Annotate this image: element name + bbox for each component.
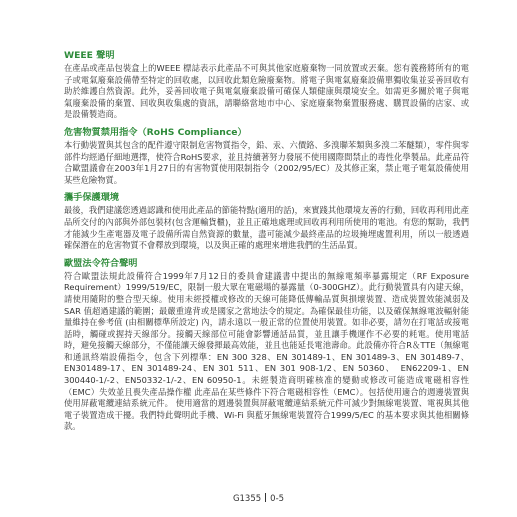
section-heading: 歐盟法令符合聲明: [64, 257, 138, 269]
page-number: 0-5: [270, 494, 285, 504]
section-body: 在產品或產品包裝盒上的WEEE 標誌表示此產品不可與其他家庭廢棄物一同放置或丟棄。您有義務將所有的電子或電氣廢棄設備帶至特定的回收處，以回收此類危險廢棄物。將電子與電氣廢棄設備單獨收集並妥善回收有助於維護自然資源。此外，妥善回收電子與電氣廢棄設備可確保人類健康與環境安全。如需更多關於電子與電氣廢棄設備的棄置、回收與收集處的資訊，請聯絡當地市中心、家庭廢棄物棄置服務處、購買設備的店家、或是設備製造商。: [64, 63, 469, 120]
section-heading: WEEE 聲明: [64, 50, 115, 61]
eu-compliance-section: [64, 258, 469, 433]
section-body: 符合歐盟法規此設備符合1999年7月12日的委員會建議書中提出的無線電頻率暴露規定（RF Exposure Requirement）1999/519/EC，限制一般大眾在電磁場的暴露量（0-300GHZ）。此行動裝置具有內建天線，請使用隨附的整合型天線。使用未經授權或修改的天線可能降低傳輸品質與損壞裝置、造成裝置效能減弱及 SAR 值超過建議的範圍；最嚴重違背或是國家之當地法令的規定。為確保最佳功能，以及確保無線電波輻射能量維持在參考值 (由相關標準所設定) 內，請永遠以一般正常的位置使用裝置。如非必要，請勿在打電話或接電話時，觸碰或握持天線部分。接觸天線部位可能會影響通話品質，並且讓手機運作不必要的耗電。使用電話時，避免接觸天線部分，不僅能讓天線發揮最高效能，並且也能延長電池壽命。此設備亦符合R＆TTE（無線電和通訊終端設備指令，包含下列標準：EN 300 328、EN 301489-1、EN 301489-3、EN 301489-7、EN301489-17、EN 301489-24、EN 301 511、EN 301 908-1/2、EN 50360、 EN62209-1、EN 300440-1/-2、EN50332-1/-2、EN 60950-1。未經製造商明確核准的變動或修改可能造成電磁相容性（EMC）失效並且喪失產品操作權 此產品在某些條件下符合電磁相容性（EMC）。包括使用適合的週邊裝置與使用屏蔽電纜連結系統元件。 使用適當的週邊裝置與屏蔽電纜連結系統元件可減少對無線電裝置、電視與其他電子裝置造成干擾。我們特此聲明此手機、Wi-Fi 與藍牙無線電裝置符合1999/5/EC 的基本要求與其他相關條款。: [64, 270, 469, 432]
document-page: [64, 50, 469, 439]
rohs-section: [64, 127, 469, 186]
environment-section: [64, 192, 469, 251]
section-heading: 危害物質禁用指令（RoHS Compliance）: [64, 126, 247, 138]
section-heading: 攜手保護環境: [64, 192, 120, 204]
weee-section: [64, 50, 469, 121]
footer-divider: [265, 493, 266, 502]
page-footer: [0, 493, 517, 504]
document-code: G1355: [232, 494, 262, 504]
section-body: 最後，我們建議您透過認識和使用此產品的節能特點(適用的話)，來實踐其他環境友善的行動，回收再利用此產品所交付的內部與外部包裝材(包含運輸貨櫃)，並且正確地處理或回收再利用所使用的電池。有您的幫助，我們才能減少生產電器及電子設備所需自然資源的數量，盡可能減少最終產品的垃圾掩埋處置利用，所以一般透過確保潛在的危害物質不會釋放到環境，以及與正確的處理來增進我們的生活品質。: [64, 205, 469, 251]
section-body: 本行動裝置與其包含的配件遵守限制危害物質指令，鉛、汞、六價鉻、多溴聯苯類與多溴二苯醚類），零件與零部件均經過仔細地選擇，使符合RoHS要求，並且持續著努力發展不使用國際間禁止的毒性化學製品。此產品符合歐盟議會在2003年1月27日的有害物質使用限制指令（2002/95/EC）及其修正案，禁止電子電氣設備使用某些危險物質。: [64, 139, 469, 185]
